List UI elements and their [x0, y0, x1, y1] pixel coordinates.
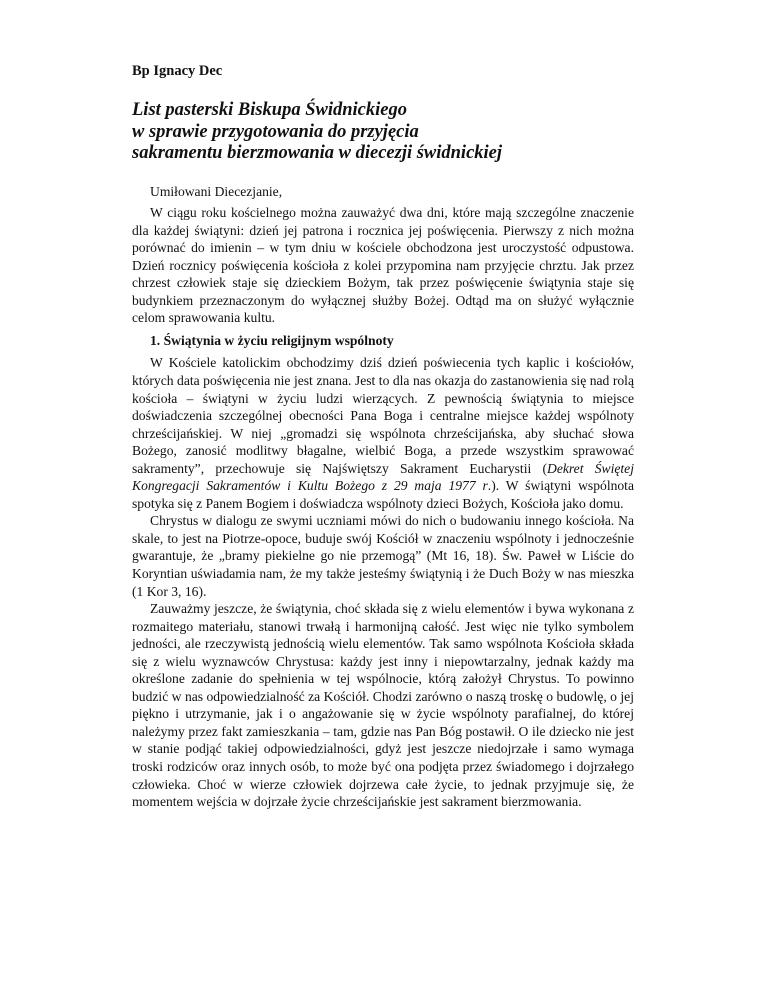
document-title [132, 100, 634, 165]
greeting: Umiłowani Diecezjanie, [150, 183, 283, 199]
paragraph-2-part-1: W Kościele katolickim obchodzimy dziś dzień poświecenia tych kaplic i kościołów, których data poświęcenia nie jest znana. Jest to dla nas okazja do zastanowienia się nad rolą kościoła – świątyni w życiu ludzi wierzących. Z pewnością świątynia to miejsce doświadczenia szczególnej obecności Pana Boga i centralne miejsce każdej wspólnoty chrześcijańskiej. W niej „gromadzi się wspólnota chrześcijańska, aby słuchać słowa Bożego, zanosić modlitwy błagalne, wielbić Boga, a przede wszystkim sprawować sakramenty”, przechowuje się Najświętszy Sakrament Eucharystii ( [132, 355, 634, 476]
title-line-3: sakramentu bierzmowania w diecezji świdnickiej [132, 143, 503, 163]
paragraph-4: Zauważmy jeszcze, że świątynia, choć składa się z wielu elementów i bywa wykonana z rozmaitego materiału, stanowi trwałą i harmonijną całość. Jest więc nie tylko symbolem jedności, ale rzeczywistą jednością wielu elementów. Tak samo wspólnota Kościoła składa się z wielu wyznawców Chrystusa: każdy jest inny i niepowtarzalny, jednak każdy ma określone zadanie do spełnienia w tej wspólnocie, którą założył Chrystus. To powinno budzić w nas odpowiedzialność za Kościół. Chodzi zarówno o naszą troskę o budowlę, o jej piękno i utrzymanie, jak i o angażowanie się w życie wspólnoty parafialnej, do której należymy przez fakt zamieszkania – tam, gdzie nas Pan Bóg postawił. O ile dziecko nie jest w stanie podjąć takiej odpowiedzialności, gdyż jest jeszcze niedojrzałe i samo wymaga troski rodziców oraz innych osób, to może być ona podjęta przez świadomego i dojrzałego człowieka. Choć w wierze człowiek dojrzewa całe życie, to jednak przyjmuje się, że momentem wejścia w dojrzałe życie chrześcijańskie jest sakrament bierzmowania. [132, 601, 634, 810]
paragraph-2 [132, 354, 634, 512]
title-line-2: w sprawie przygotowania do przyjęcia [132, 121, 419, 142]
document-page [132, 62, 634, 811]
section-heading-1: 1. Świątynia w życiu religijnym wspólnoty [150, 332, 394, 348]
document-body [132, 183, 634, 811]
paragraph-1: W ciągu roku kościelnego można zauważyć dwa dni, które mają szczególne znaczenie dla każdej świątyni: dzień jej patrona i rocznica jej poświęcenia. Pierwszy z nich można porównać do imienin – w tym dniu w kościele obchodzona jest uroczystość odpustowa. Dzień rocznicy poświęcenia kościoła z kolei przypomina nam przyjęcie chrztu. Jak przez chrzest człowiek staje się dzieckiem Bożym, tak przez poświęcenie świątynia staje się budynkiem przeznaczonym do wyłącznej służby Bożej. Odtąd ma on służyć wyłącznie celom sprawowania kultu. [132, 205, 634, 326]
paragraph-2-part-2: .). W świątyni wspólnota spotyka się z Panem Bogiem i doświadcza wspólnoty dzieci Bożych, Kościoła jako domu. [132, 478, 634, 511]
decree-citation: Dekret Świętej Kongregacji Sakramentów i Kultu Bożego z 29 maja 1977 r [132, 460, 634, 494]
title-line-1: List pasterski Biskupa Świdnickiego [132, 100, 407, 120]
paragraph-3: Chrystus w dialogu ze swymi uczniami mówi do nich o budowaniu innego kościoła. Na skale, to jest na Piotrze-opoce, buduje swój Kościół w znaczeniu wspólnoty i jednocześnie gwarantuje, że „bramy piekielne go nie przemogą” (Mt 16, 18). Św. Paweł w Liście do Koryntian uświadamia nam, że my także jesteśmy świątynią i że Duch Boży w nas mieszka (1 Kor 3, 16). [132, 513, 634, 599]
author-name: Bp Ignacy Dec [132, 63, 223, 79]
